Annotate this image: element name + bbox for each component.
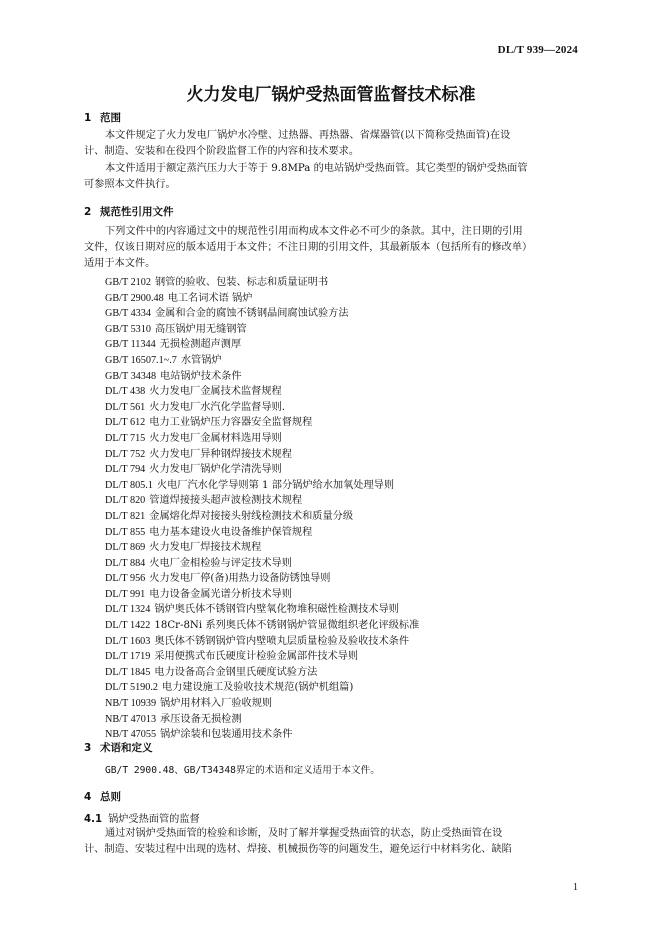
reference-code: DL/T 821 <box>105 510 146 522</box>
reference-code: GB/T 4334 <box>105 308 151 320</box>
reference-title: 电力工业锅炉压力容器安全监督规程 <box>149 417 313 429</box>
subsection-title: 锅炉受热面管的监督 <box>108 814 200 825</box>
reference-title: 锅炉奥氏体不锈钢管内壁氧化物堆积磁性检测技术导则 <box>154 604 399 616</box>
reference-title: 承压设备无损检测 <box>160 713 242 725</box>
reference-title: 无损检测超声测厚 <box>159 339 242 351</box>
reference-item <box>105 680 585 696</box>
reference-item <box>105 369 585 385</box>
reference-item <box>105 556 585 572</box>
section-2-heading <box>84 204 174 219</box>
reference-code: DL/T 855 <box>105 526 146 538</box>
reference-item <box>105 322 585 338</box>
text-line: 可参照本文件执行。 <box>84 179 176 190</box>
reference-code: DL/T 1324 <box>105 604 151 616</box>
reference-item <box>105 431 585 447</box>
reference-title: 钢管的验收、包装、标志和质量证明书 <box>154 277 329 288</box>
page-number: 1 <box>573 882 578 893</box>
reference-item <box>105 634 585 650</box>
reference-title: 水管锅炉 <box>180 354 222 366</box>
reference-code: DL/T 1422 <box>105 620 151 632</box>
reference-code: NB/T 10939 <box>105 698 157 710</box>
text-line: 下列文件中的内容通过文中的规范性引用而构成本文件必不可少的条款。其中，注日期的引用 <box>105 226 523 237</box>
reference-title: 火力发电厂停(备)用热力设备防锈蚀导则 <box>149 573 331 585</box>
reference-code: DL/T 1603 <box>105 635 151 647</box>
reference-item <box>105 400 585 416</box>
reference-code: GB/T 11344 <box>105 339 156 351</box>
reference-item <box>105 587 585 603</box>
reference-item <box>105 696 585 712</box>
reference-title: 高压锅炉用无缝钢管 <box>154 323 247 335</box>
reference-code: NB/T 47055 <box>105 729 157 741</box>
reference-code: DL/T 805.1 <box>105 479 153 491</box>
reference-title: 锅炉涂装和包装通用技术条件 <box>160 729 293 741</box>
reference-item <box>105 540 585 556</box>
reference-code: DL/T 752 <box>105 448 146 460</box>
subsection-number: 4.1 <box>84 814 103 825</box>
reference-code: DL/T 794 <box>105 464 146 476</box>
reference-title: 火力发电厂金属技术监督规程 <box>149 386 282 398</box>
section-1-paragraph-2 <box>84 161 582 193</box>
reference-item <box>105 509 585 525</box>
reference-item <box>105 602 585 618</box>
reference-title: 电站锅炉技术条件 <box>160 370 242 382</box>
reference-title: 电力设备金属光谱分析技术导则 <box>149 588 292 600</box>
subsection-4-1-heading <box>84 810 200 825</box>
text-line: 计、制造、安装过程中出现的选材、焊接、机械损伤等的问题发生，避免运行中材料劣化、缺陷 <box>84 844 512 855</box>
section-3-heading <box>84 740 153 755</box>
reference-title: 金属熔化焊对接接头射线检测技术和质量分级 <box>149 510 354 522</box>
reference-item <box>105 415 585 431</box>
section-2-intro <box>84 224 582 272</box>
section-1-heading <box>84 110 121 125</box>
reference-item <box>105 649 585 665</box>
reference-code: DL/T 1719 <box>105 651 151 663</box>
text-line: 计、制造、安装和在役四个阶段监督工作的内容和技术要求。 <box>84 146 360 157</box>
reference-code: DL/T 715 <box>105 432 146 444</box>
reference-title: 金属和合金的腐蚀不锈钢晶间腐蚀试验方法 <box>154 308 349 320</box>
section-number: 1 <box>84 112 92 124</box>
reference-code: DL/T 884 <box>105 557 146 569</box>
reference-title: 火力发电厂焊接技术规程 <box>149 542 262 554</box>
reference-title: 管道焊接接头超声波检测技术规程 <box>149 495 303 507</box>
text-line: 通过对锅炉受热面管的检验和诊断，及时了解并掌握受热面管的状态，防止受热面管在设 <box>105 828 503 839</box>
reference-title: 火电厂金相检验与评定技术导则 <box>149 557 292 569</box>
reference-item <box>105 462 585 478</box>
reference-item <box>105 447 585 463</box>
reference-code: GB/T 16507.1~.7 <box>105 354 177 366</box>
reference-code: DL/T 612 <box>105 417 146 429</box>
reference-item <box>105 353 585 369</box>
reference-item <box>105 571 585 587</box>
reference-item <box>105 337 585 353</box>
reference-title: 采用便携式布氏硬度计检验金属部件技术导则 <box>154 651 359 663</box>
reference-item <box>105 493 585 509</box>
section-1-paragraph-1 <box>84 128 582 160</box>
reference-code: DL/T 5190.2 <box>105 682 159 694</box>
reference-item <box>105 525 585 541</box>
section-title: 总则 <box>100 791 121 803</box>
reference-title: 电力基本建设火电设备维护保管规程 <box>149 526 313 538</box>
reference-code: GB/T 5310 <box>105 323 151 335</box>
section-title: 术语和定义 <box>100 742 153 754</box>
reference-code: DL/T 991 <box>105 588 146 600</box>
reference-item <box>105 384 585 400</box>
reference-code: DL/T 869 <box>105 542 146 554</box>
reference-title: 火力发电厂水汽化学监督导则. <box>149 401 285 413</box>
section-number: 2 <box>84 206 92 218</box>
section-4-heading <box>84 789 121 804</box>
reference-code: DL/T 561 <box>105 401 146 413</box>
reference-title: 奥氏体不锈钢锅炉管内壁喷丸层质量检验及验收技术条件 <box>154 635 410 647</box>
reference-code: DL/T 956 <box>105 573 146 585</box>
reference-title: 电力建设施工及验收技术规范(锅炉机组篇) <box>162 682 354 694</box>
subsection-4-1-paragraph <box>84 826 582 858</box>
text-line: 本文件规定了火力发电厂锅炉水冷壁、过热器、再热器、省煤器管(以下简称受热面管)在设 <box>105 130 511 141</box>
reference-code: GB/T 2900.48 <box>105 292 164 304</box>
reference-code: NB/T 47013 <box>105 713 157 725</box>
reference-title: 18Cr-8Ni 系列奥氏体不锈钢锅炉管显微组织老化评级标准 <box>154 620 420 632</box>
section-title: 范围 <box>100 112 121 124</box>
reference-item <box>105 665 585 681</box>
reference-title: 火力发电厂金属材料选用导则 <box>149 432 282 444</box>
reference-title: 电力设备高合金钢里氏硬度试验方法 <box>154 666 318 678</box>
text-line: 本文件适用于额定蒸汽压力大于等于 9.8MPa 的电站锅炉受热面管。其它类型的锅炉受热面管 <box>105 163 528 174</box>
reference-code: DL/T 438 <box>105 386 146 398</box>
reference-item <box>105 306 585 322</box>
document-code: DL/T 939—2024 <box>497 44 578 56</box>
document-title: 火力发电厂锅炉受热面管监督技术标准 <box>186 85 476 105</box>
text-line: 适用于本文件。 <box>84 258 156 269</box>
reference-item <box>105 712 585 728</box>
section-number: 4 <box>84 791 92 803</box>
reference-item <box>105 478 585 494</box>
reference-item <box>105 291 585 307</box>
reference-item <box>105 275 585 291</box>
reference-item <box>105 618 585 634</box>
reference-title: 火力发电厂锅炉化学清洗导则 <box>149 464 282 476</box>
text-line: GB/T 2900.48、GB/T34348界定的术语和定义适用于本文件。 <box>105 765 380 776</box>
reference-code: DL/T 820 <box>105 495 146 507</box>
reference-code: GB/T 2102 <box>105 277 151 288</box>
section-3-text <box>84 763 582 779</box>
text-line: 文件，仅该日期对应的版本适用于本文件；不注日期的引用文件，其最新版本（包括所有的修改单） <box>84 242 533 253</box>
reference-title: 火电厂汽水化学导则第 1 部分锅炉给水加氧处理导则 <box>156 479 395 491</box>
reference-title: 电工名词术语 锅炉 <box>167 292 253 304</box>
reference-title: 锅炉用材料入厂验收规则 <box>160 698 273 710</box>
normative-references-list <box>105 275 585 743</box>
section-number: 3 <box>84 742 92 754</box>
reference-item <box>105 727 585 743</box>
reference-title: 火力发电厂异种钢焊接技术规程 <box>149 448 292 460</box>
reference-code: GB/T 34348 <box>105 370 157 382</box>
reference-code: DL/T 1845 <box>105 666 151 678</box>
section-title: 规范性引用文件 <box>100 206 174 218</box>
